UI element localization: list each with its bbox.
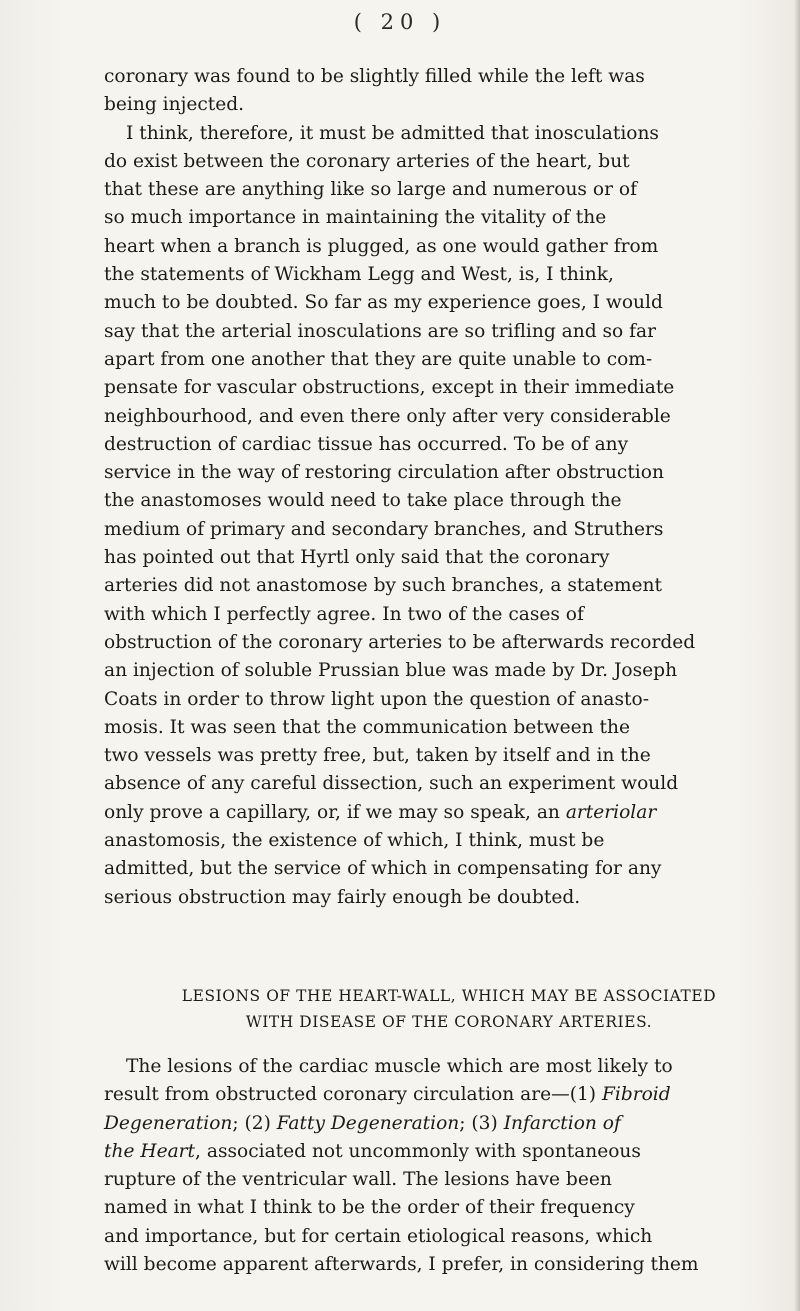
text-line: an injection of soluble Prussian blue was made by Dr. Joseph	[104, 660, 678, 682]
text-line: obstruction of the coronary arteries to be afterwards recorded	[104, 631, 696, 653]
text-line: destruction of cardiac tissue has occurred. To be of any	[104, 433, 629, 455]
section-text	[104, 1053, 794, 1279]
italic-term: arteriolar	[565, 801, 657, 823]
text-line: medium of primary and secondary branches, and Struthers	[104, 518, 664, 540]
text-line: has pointed out that Hyrtl only said that the coronary	[104, 547, 610, 569]
text-line: arteries did not anastomose by such branches, a statement	[104, 575, 662, 597]
text-line: will become apparent afterwards, I prefer, in considering them	[104, 1254, 699, 1276]
text-line: much to be doubted. So far as my experience goes, I would	[104, 292, 663, 314]
text-span: result from obstructed coronary circulation are—(1)	[104, 1084, 602, 1106]
text-line: apart from one another that they are quite unable to com-	[104, 348, 653, 370]
text-line: so much importance in maintaining the vitality of the	[104, 207, 607, 229]
text-line: The lesions of the cardiac muscle which are most likely to	[126, 1056, 673, 1077]
text-line: do exist between the coronary arteries of the heart, but	[104, 150, 630, 172]
text-line: that these are anything like so large and numerous or of	[104, 179, 637, 201]
body-text	[104, 63, 794, 912]
text-line: serious obstruction may fairly enough be doubted.	[104, 886, 581, 908]
text-line: absence of any careful dissection, such an experiment would	[104, 773, 679, 795]
heading-line: WITH DISEASE OF THE CORONARY ARTERIES.	[245, 1013, 653, 1031]
text-line: neighbourhood, and even there only after very considerable	[104, 405, 671, 427]
text-line: with which I perfectly agree. In two of the cases of	[104, 603, 584, 625]
text-span: , associated not uncommonly with spontaneous	[195, 1140, 641, 1162]
page-edge-shadow	[794, 0, 800, 1311]
text-line: the statements of Wickham Legg and West, is, I think,	[104, 264, 614, 286]
text-span: ; (2)	[232, 1112, 277, 1134]
text-line: two vessels was pretty free, but, taken by itself and in the	[104, 745, 651, 767]
text-line: Coats in order to throw light upon the question of anasto-	[104, 688, 650, 710]
text-line: named in what I think to be the order of their frequency	[104, 1197, 635, 1219]
italic-term: the Heart	[104, 1140, 196, 1162]
heading-line: LESIONS OF THE HEART-WALL, WHICH MAY BE ASSOCIATED	[181, 987, 717, 1005]
text-line: I think, therefore, it must be admitted that inosculations	[126, 122, 659, 144]
text-line: being injected.	[104, 94, 245, 116]
text-line	[104, 1110, 794, 1138]
text-line: admitted, but the service of which in compensating for any	[104, 858, 662, 880]
italic-term: Fibroid	[601, 1084, 671, 1106]
italic-term: Fatty Degeneration	[276, 1112, 460, 1134]
text-line: anastomosis, the existence of which, I think, must be	[104, 830, 605, 852]
text-line: mosis. It was seen that the communication between the	[104, 716, 630, 738]
text-line: rupture of the ventricular wall. The lesions have been	[104, 1169, 612, 1191]
text-line: the anastomoses would need to take place through the	[104, 490, 622, 512]
text-line: pensate for vascular obstructions, except in their immediate	[104, 377, 675, 399]
italic-term: Infarction of	[503, 1112, 621, 1134]
text-line: heart when a branch is plugged, as one would gather from	[104, 235, 659, 257]
section-heading	[104, 983, 794, 1035]
text-span: only prove a capillary, or, if we may so speak, an	[104, 801, 566, 823]
text-line	[104, 799, 794, 827]
italic-term: Degeneration	[104, 1112, 233, 1134]
text-line: and importance, but for certain etiological reasons, which	[104, 1225, 653, 1247]
text-line: service in the way of restoring circulation after obstruction	[104, 462, 664, 484]
text-span: ; (3)	[459, 1112, 504, 1134]
text-line	[104, 1138, 794, 1166]
text-line	[104, 1081, 794, 1109]
text-line: coronary was found to be slightly filled while the left was	[104, 66, 645, 87]
page-number: ( 20 )	[353, 10, 447, 34]
text-line: say that the arterial inosculations are so trifling and so far	[104, 320, 657, 342]
